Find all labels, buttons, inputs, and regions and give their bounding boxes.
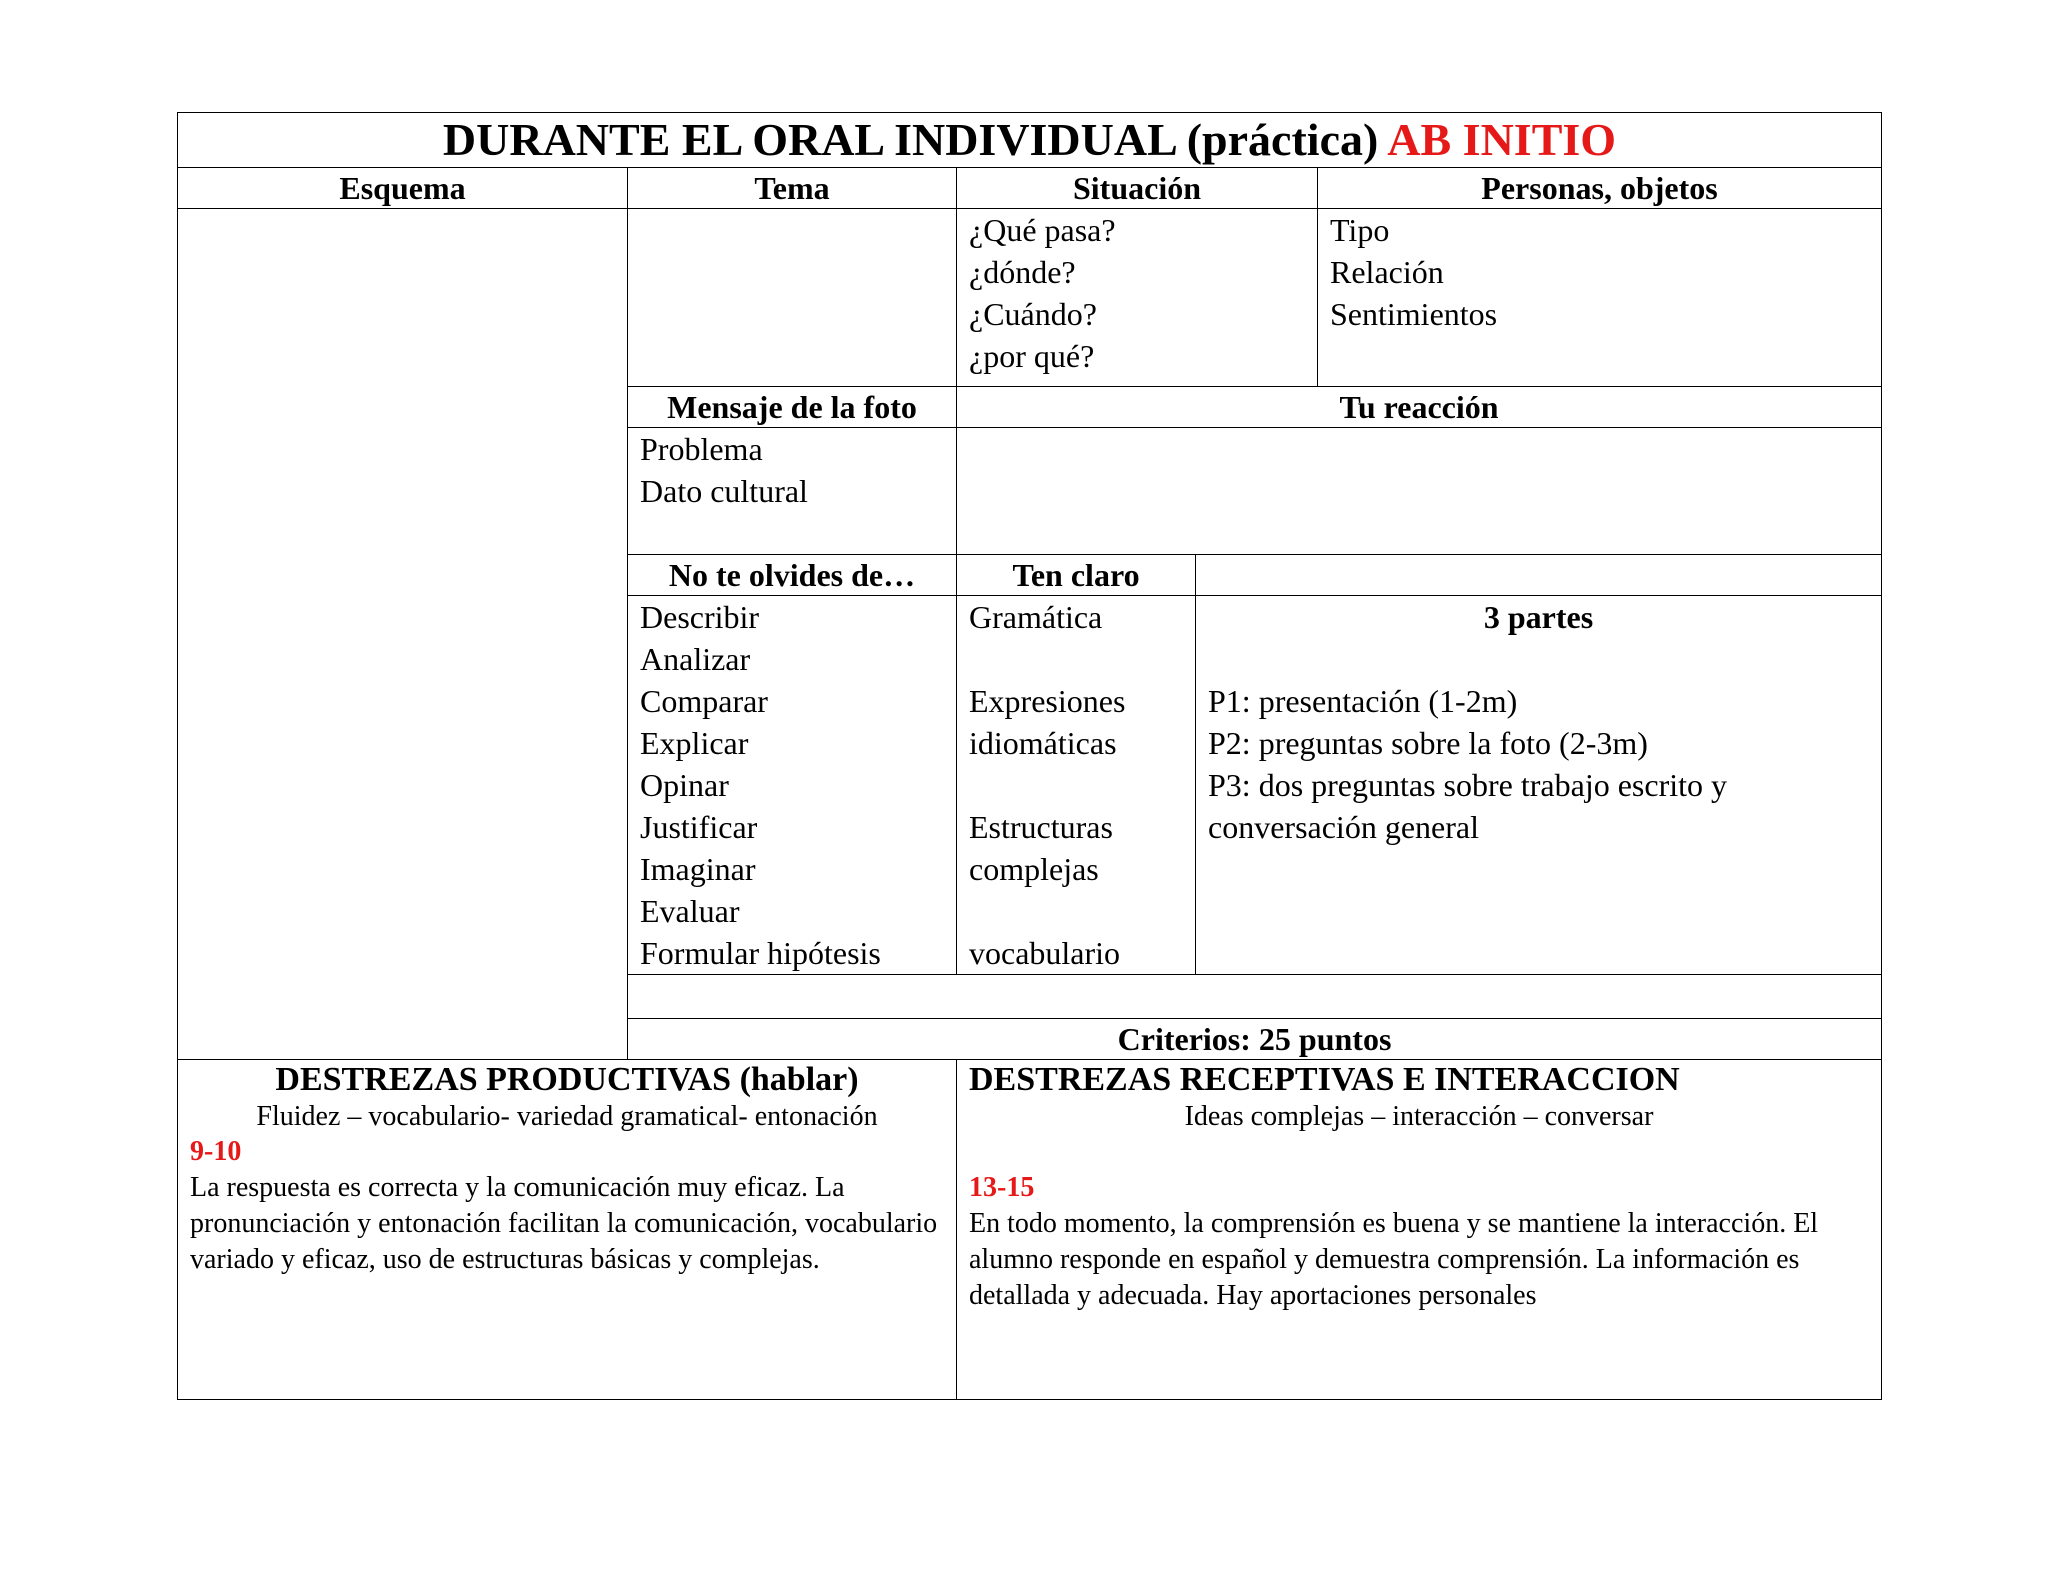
no-olvides-item: Explicar [640, 725, 749, 761]
no-olvides-item: Comparar [640, 683, 768, 719]
no-olvides-item: Imaginar [640, 851, 756, 887]
no-olvides-item: Justificar [640, 809, 758, 845]
ten-claro-cell [957, 596, 1196, 975]
receptivas-body: En todo momento, la comprensión es buena y se mantiene la interacción. El alumno responde en español y demuestra comprensión. La información es detallada y adecuada. Hay aportaciones personales [969, 1208, 1819, 1311]
no-olvides-item: Evaluar [640, 893, 740, 929]
productivas-range: 9-10 [190, 1136, 242, 1167]
no-olvides-item: Analizar [640, 641, 751, 677]
header-tema: Tema [628, 168, 957, 209]
esquema-cell [178, 209, 628, 1060]
header-empty [1196, 555, 1882, 596]
spacer-cell [628, 975, 1882, 1019]
header-mensaje: Mensaje de la foto [628, 387, 957, 428]
situacion-item: ¿por qué? [969, 338, 1095, 374]
ten-claro-item: Expresiones [969, 683, 1126, 719]
personas-item: Sentimientos [1330, 296, 1498, 332]
no-olvides-item: Describir [640, 599, 760, 635]
personas-item: Relación [1330, 254, 1444, 290]
header-personas: Personas, objetos [1318, 168, 1882, 209]
mensaje-item: Problema [640, 431, 763, 467]
title-row [178, 113, 1882, 168]
productivas-body: La respuesta es correcta y la comunicación muy eficaz. La pronunciación y entonación facilitan la comunicación, vocabulario variado y eficaz, uso de estructuras básicas y complejas. [190, 1172, 938, 1275]
header-reaccion: Tu reacción [957, 387, 1882, 428]
title-main: DURANTE EL ORAL INDIVIDUAL (práctica) [442, 114, 1379, 165]
mensaje-cell [628, 428, 957, 555]
reaccion-cell [957, 428, 1882, 555]
header-esquema: Esquema [178, 168, 628, 209]
ten-claro-item: complejas [969, 851, 1099, 887]
mensaje-item: Dato cultural [640, 473, 808, 509]
productivas-title: DESTREZAS PRODUCTIVAS (hablar) [275, 1061, 859, 1098]
situacion-item: ¿dónde? [969, 254, 1076, 290]
header-situacion: Situación [957, 168, 1318, 209]
receptivas-title: DESTREZAS RECEPTIVAS E INTERACCION [969, 1061, 1680, 1098]
ten-claro-item: Gramática [969, 599, 1103, 635]
receptivas-subtitle: Ideas complejas – interacción – conversar [1184, 1101, 1654, 1132]
partes-title: 3 partes [1483, 599, 1594, 635]
criterios-header: Criterios: 25 puntos [628, 1019, 1882, 1060]
ten-claro-item: idiomáticas [969, 725, 1117, 761]
no-olvides-cell [628, 596, 957, 975]
productivas-cell [178, 1060, 957, 1400]
header-ten-claro: Ten claro [957, 555, 1196, 596]
ten-claro-item: vocabulario [969, 935, 1121, 971]
situacion-item: ¿Cuándo? [969, 296, 1097, 332]
page-title [178, 113, 1882, 168]
no-olvides-item: Formular hipótesis [640, 935, 881, 971]
tema-cell [628, 209, 957, 387]
title-accent: AB INITIO [1387, 114, 1617, 165]
receptivas-cell [957, 1060, 1882, 1400]
criterios-row [178, 1060, 1882, 1400]
header-row [178, 168, 1882, 209]
personas-cell [1318, 209, 1882, 387]
worksheet [177, 112, 1881, 1400]
situacion-row [178, 209, 1882, 387]
partes-item: P2: preguntas sobre la foto (2-3m) [1208, 725, 1648, 761]
situacion-item: ¿Qué pasa? [969, 212, 1116, 248]
partes-cell [1196, 596, 1882, 975]
ten-claro-item: Estructuras [969, 809, 1113, 845]
oral-planning-table [177, 112, 1882, 1400]
personas-item: Tipo [1330, 212, 1390, 248]
partes-item: conversación general [1208, 809, 1479, 845]
partes-item: P1: presentación (1-2m) [1208, 683, 1518, 719]
situacion-cell [957, 209, 1318, 387]
receptivas-range: 13-15 [969, 1172, 1035, 1203]
header-no-olvides: No te olvides de… [628, 555, 957, 596]
productivas-subtitle: Fluidez – vocabulario- variedad gramatical- entonación [256, 1101, 878, 1132]
partes-item: P3: dos preguntas sobre trabajo escrito y [1208, 767, 1727, 803]
no-olvides-item: Opinar [640, 767, 729, 803]
